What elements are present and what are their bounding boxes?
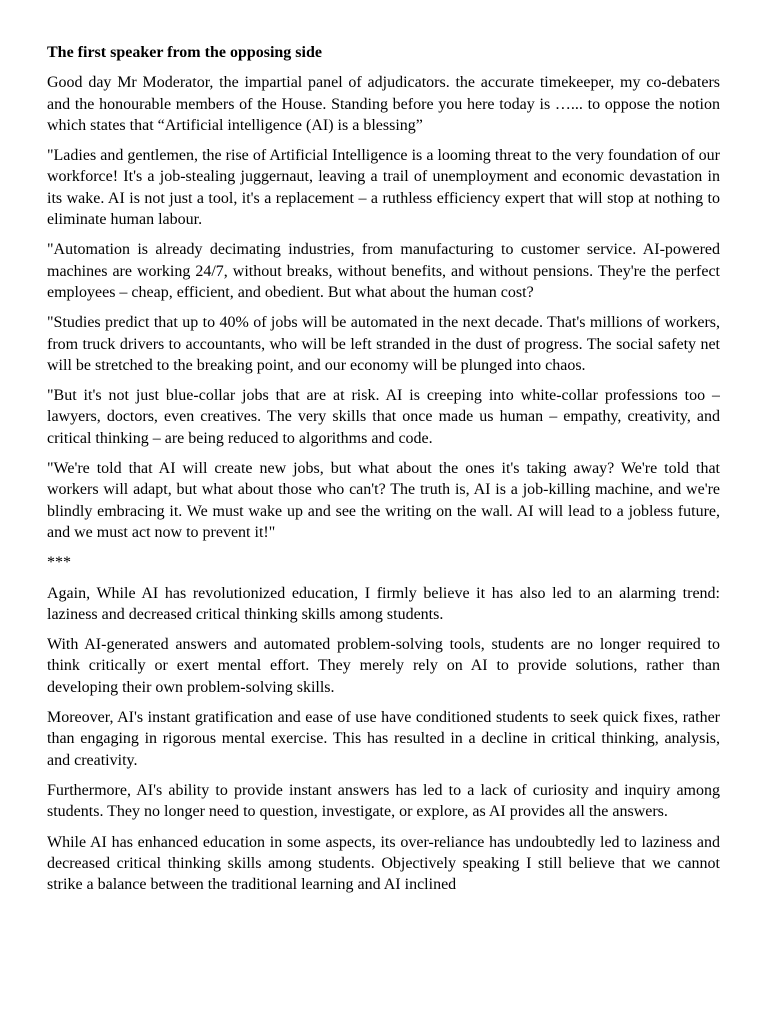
paragraph-workforce-threat: "Ladies and gentlemen, the rise of Artificial Intelligence is a looming threat to the very foundation of our workforce! It's a job-stealing juggernaut, leaving a trail of unemployment and economic devastation in its wake. AI is not just a tool, it's a replacement – a ruthless efficiency expert that will stop at nothing to eliminate human labour. — [47, 147, 720, 229]
paragraph-white-collar: "But it's not just blue-collar jobs that are at risk. AI is creeping into white-collar professions too – lawyers, doctors, even creatives. The very skills that once made us human – empathy, creativity, and critical thinking – are being reduced to algorithms and code. — [47, 387, 720, 447]
document-page — [47, 42, 720, 972]
paragraph-conclusion: While AI has enhanced education in some aspects, its over-reliance has undoubtedly led to laziness and decreased critical thinking skills among students. Objectively speaking I still believe that we cannot strike a balance between the traditional learning and AI inclined — [47, 833, 720, 894]
paragraph-curiosity: Furthermore, AI's ability to provide instant answers has led to a lack of curiosity and inquiry among students. They no longer need to question, investigate, or explore, as AI provides all the answers. — [47, 781, 720, 821]
paragraph-greeting: Good day Mr Moderator, the impartial panel of adjudicators. the accurate timekeeper, my co-debaters and the honourable members of the House. Standing before you here today is …... to oppose the notion which states that “Artificial intelligence (AI) is a blessing” — [47, 74, 720, 134]
paragraph-new-jobs: "We're told that AI will create new jobs, but what about the ones it's taking away? We're told that workers will adapt, but what about those who can't? The truth is, AI is a job-killing machine, and we're blindly embracing it. We must wake up and see the writing on the wall. AI will lead to a jobless future, and we must act now to prevent it!" — [47, 460, 720, 541]
section-separator: *** — [47, 554, 71, 572]
paragraph-education: Again, While AI has revolutionized education, I firmly believe it has also led to an alarming trend: laziness and decreased critical thinking skills among students. — [47, 584, 720, 623]
section-heading: The first speaker from the opposing side — [47, 44, 322, 61]
paragraph-gratification: Moreover, AI's instant gratification and ease of use have conditioned students to seek quick fixes, rather than engaging in rigorous mental exercise. This has resulted in a decline in critical thinking, analysis, and creativity. — [47, 709, 720, 769]
paragraph-ai-answers: With AI-generated answers and automated problem-solving tools, students are no longer required to think critically or exert mental effort. They merely rely on AI to provide solutions, rather than developing their own problem-solving skills. — [47, 636, 720, 696]
paragraph-studies: "Studies predict that up to 40% of jobs will be automated in the next decade. That's millions of workers, from truck drivers to accountants, who will be left stranded in the dust of progress. The social safety net will be stretched to the breaking point, and our economy will be plunged into chaos. — [47, 314, 720, 374]
paragraph-automation: "Automation is already decimating industries, from manufacturing to customer service. AI-powered machines are working 24/7, without breaks, without benefits, and without pensions. They're the perfect employees – cheap, efficient, and obedient. But what about the human cost? — [47, 241, 720, 301]
